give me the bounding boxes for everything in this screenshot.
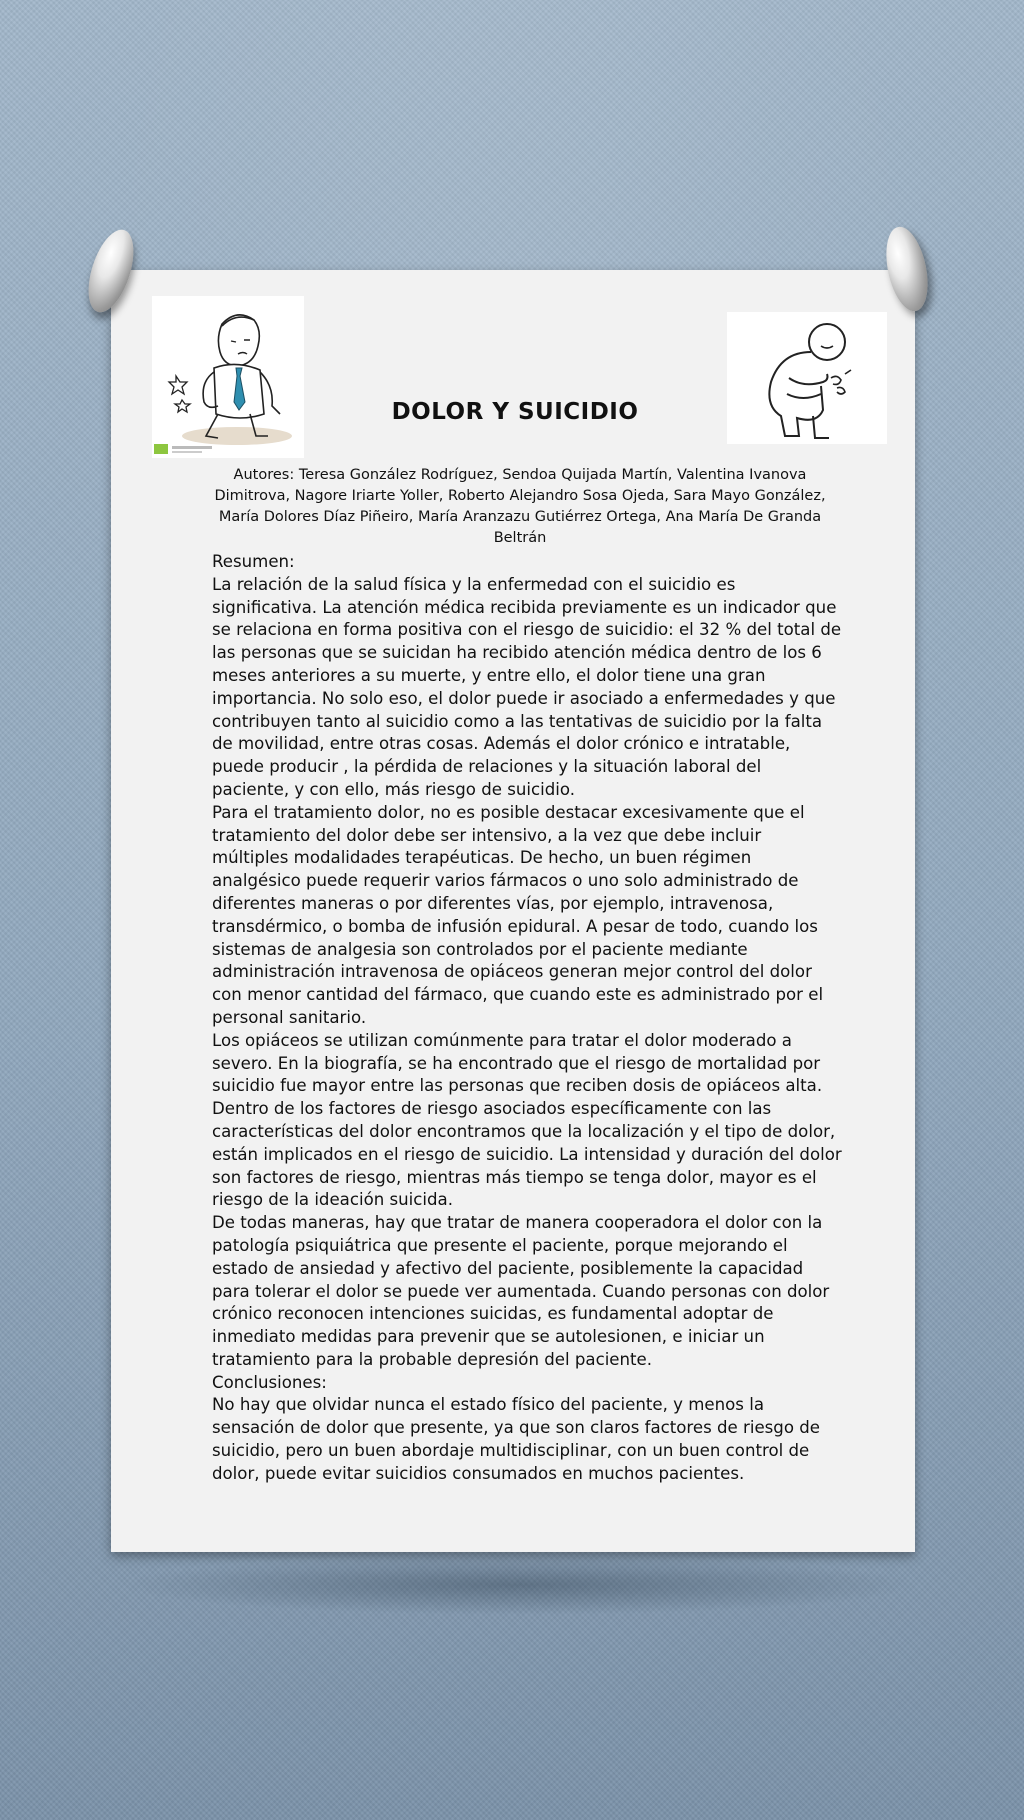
paragraph: Para el tratamiento dolor, no es posible destacar excesivamente que el tratamiento del dolor debe ser intensivo, a la vez que debe incluir múltiples modalidades terapéuticas. De hecho, un buen régimen analgésico puede requerir varios fármacos o uno solo administrado de diferentes maneras o por diferentes vías, por ejemplo, intravenosa, transdérmico, o bomba de infusión epidural. A pesar de todo, cuando los sistemas de analgesia son controlados por el paciente mediante administración intravenosa de opiáceos generan mejor control del dolor con menor cantidad del fármaco, que cuando este es administrado por el personal sanitario. <box>212 802 824 1027</box>
document-title: DOLOR Y SUICIDIO <box>391 399 639 425</box>
person-holding-stomach-illustration <box>727 312 887 444</box>
paragraph: De todas maneras, hay que tratar de manera cooperadora el dolor con la patología psiquiátrica que presente el paciente, porque mejorando el estado de ansiedad y afectivo del paciente, posiblemente la capacidad para tolerar el dolor se puede ver aumentada. Cuando personas con dolor crónico reconocen intenciones suicidas, es fundamental adoptar de inmediato medidas para prevenir que se autolesionen, e iniciar un tratamiento para la probable depresión del paciente. <box>212 1213 830 1369</box>
man-in-pain-icon <box>152 296 304 458</box>
authors-list: Autores: Teresa González Rodríguez, Sendoa Quijada Martín, Valentina Ivanova Dimitrova, Nagore Iriarte Yoller, Roberto Alejandro Sosa Ojeda, Sara Mayo González, María Dolores Díaz Piñeiro, María Aranzazu Gutiérrez Ortega, Ana María De Granda Beltrán <box>214 467 826 546</box>
paragraph: No hay que olvidar nunca el estado físico del paciente, y menos la sensación de dolor que presente, ya que son claros factores de riesgo de suicidio, pero un buen abordaje multidisciplinar, con un buen control de dolor, puede evitar suicidios consumados en muchos pacientes. <box>212 1395 820 1483</box>
section-heading-conclusiones: Conclusiones: <box>212 1372 327 1392</box>
man-in-pain-illustration <box>152 296 304 458</box>
abstract-body <box>212 551 842 1486</box>
section-heading-resumen: Resumen: <box>212 552 295 571</box>
paper-shadow <box>118 1555 918 1615</box>
paragraph: Los opiáceos se utilizan comúnmente para tratar el dolor moderado a severo. En la biografía, se ha encontrado que el riesgo de mortalidad por suicidio fue mayor entre las personas que reciben dosis de opiáceos alta. Dentro de los factores de riesgo asociados específicamente con las características del dolor encontramos que la localización y el tipo de dolor, están implicados en el riesgo de suicidio. La intensidad y duración del dolor son factores de riesgo, mientras más tiempo se tenga dolor, mayor es el riesgo de la ideación suicida. <box>212 1030 842 1210</box>
paragraph: La relación de la salud física y la enfermedad con el suicidio es significativa. La atención médica recibida previamente es un indicador que se relaciona en forma positiva con el riesgo de suicidio: el 32 % del total de las personas que se suicidan ha recibido atención médica dentro de los 6 meses anteriores a su muerte, y entre ello, el dolor tiene una gran importancia. No solo eso, el dolor puede ir asociado a enfermedades y que contribuyen tanto al suicidio como a las tentativas de suicidio por la falta de movilidad, entre otras cosas. Además el dolor crónico e intratable, puede producir , la pérdida de relaciones y la situación laboral del paciente, y con ello, más riesgo de suicidio. <box>212 574 842 799</box>
stomach-ache-icon <box>727 312 887 444</box>
